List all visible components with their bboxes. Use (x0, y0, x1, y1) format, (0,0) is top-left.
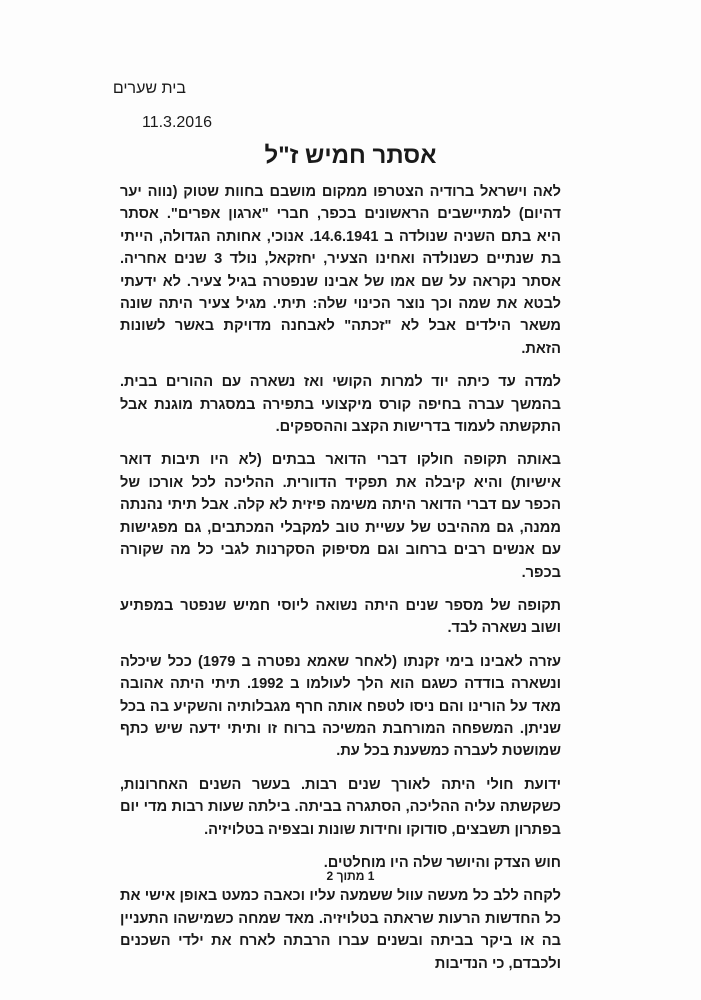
paragraph: לקחה ללב כל מעשה עוול ששמעה עליו וכאבה כמעט באופן אישי את כל החדשות הרעות שראתה בטלויזיה. מאד שמחה כשמישהו התעניין בה או ביקר בביתה ובשנים עברו הרבתה לארח את ילדי השכנים ולכבדם, כי הנדיבות (120, 888, 561, 972)
paragraph: חוש הצדק והיושר שלה היו מוחלטים. (323, 854, 561, 871)
paragraph: באותה תקופה חולקו דברי הדואר בבתים (לא היו תיבות דואר אישיות) והיא קיבלה את תפקיד הדוורית. ההליכה לכל אורכו של הכפר עם דברי הדואר היתה משימה פיזית לא קלה. אבל תיתי נהנתה ממנה, גם מההיבט של עשיית טוב למקבלי המכתבים, גם מפגישות עם אנשים רבים ברחוב וגם מסיפוק הסקרנות לגבי כל מה שקורה בכפר. (120, 452, 561, 581)
document-body (120, 181, 561, 986)
paragraph: למדה עד כיתה יוד למרות הקושי ואז נשארה עם ההורים בבית. בהמשך עברה בחיפה קורס מיקצועי בתפירה במסגרת מוגנת אבל התקשתה לעמוד בדרישות הקצב וההספקים. (120, 374, 561, 436)
paragraph: עזרה לאבינו בימי זקנתו (לאחר שאמא נפטרה ב 1979) ככל שיכלה ונשארה בודדה כשגם הוא הלך לעולמו ב 1992. תיתי היתה אהובה מאד על הורינו והם ניסו לטפח אותה חרף מגבלותיה והשקיע בה בכל שניתן. המשפחה המורחבת המשיכה ברוח זו ותיתי ידעה שיש כתף שמושטת לעברה כמשענת בכל עת. (120, 653, 561, 760)
paragraph: ידועת חולי היתה לאורך שנים רבות. בעשר השנים האחרונות, כשקשתה עליה ההליכה, הסתגרה בביתה. בילתה שעות רבות מדי יום בפתרון תשבצים, סודוקו וחידות שונות ובצפיה בטלויזיה. (120, 776, 561, 838)
paragraph: תקופה של מספר שנים היתה נשואה ליוסי חמיש שנפטר במפתיע ושוב נשארה לבד. (120, 597, 561, 637)
place-name: בית שערים (112, 80, 186, 97)
document-date: 11.3.2016 (142, 114, 212, 131)
page-title: אסתר חמיש ז"ל (264, 142, 437, 169)
paragraph: לאה וישראל ברודיה הצטרפו ממקום מושבם בחוות שטוק (נווה יער דהיום) למתיישבים הראשונים בכפר, חברי "ארגון אפרים". אסתר היא בתם השניה שנולדה ב 14.6.1941. אנוכי, אחותה הגדולה, הייתי בת שנתיים כשנולדה ואחינו הצעיר, יחזקאל, נולד 3 שנים אחריה. אסתר נקראה על שם אמו של אבינו שנפטרה בגיל צעיר. לא ידעתי לבטא את שמה וכך נוצר הכינוי שלה: תיתי. מגיל צעיר היתה שונה משאר הילדים אבל לא "זכתה" לאבחנה מדויקת באשר לשונות הזאת. (120, 184, 561, 357)
page-number: 1 מתוך 2 (326, 869, 375, 883)
